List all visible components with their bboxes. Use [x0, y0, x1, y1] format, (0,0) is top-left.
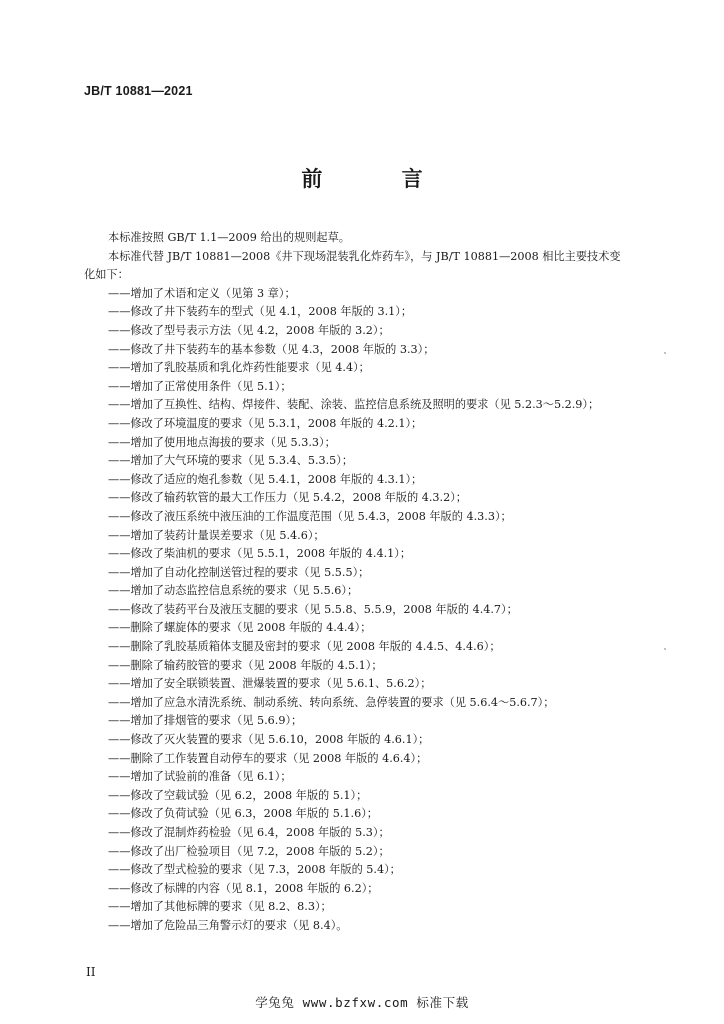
- change-item: ——修改了灭火装置的要求（见 5.6.10，2008 年版的 4.6.1）；: [108, 733, 430, 747]
- change-item: ——增加了互换性、结构、焊接件、装配、涂装、监控信息系统及照明的要求（见 5.2.3～5.2.9）；: [108, 398, 600, 412]
- change-item: ——修改了标牌的内容（见 8.1，2008 年版的 6.2）；: [108, 881, 379, 895]
- foreword-content: [84, 229, 668, 936]
- change-item: ——增加了排烟管的要求（见 5.6.9）；: [108, 714, 303, 728]
- change-item: ——增加了自动化控制送管过程的要求（见 5.5.5）；: [108, 565, 370, 579]
- page-title: 前 言: [301, 167, 459, 191]
- intro-line-2b: 化如下：: [84, 268, 129, 282]
- change-item: ——修改了环境温度的要求（见 5.3.1，2008 年版的 4.2.1）；: [108, 416, 423, 430]
- change-item: ——增加了术语和定义（见第 3 章）；: [108, 286, 296, 300]
- scan-speck: [664, 352, 666, 354]
- scan-speck: [664, 648, 666, 650]
- change-item: ——修改了空载试验（见 6.2，2008 年版的 5.1）；: [108, 788, 368, 802]
- page-number: II: [86, 965, 96, 979]
- change-item: ——修改了适应的炮孔参数（见 5.4.1，2008 年版的 4.3.1）；: [108, 472, 423, 486]
- change-item: ——删除了输药胶管的要求（见 2008 年版的 4.5.1）；: [108, 658, 383, 672]
- change-item: ——增加了动态监控信息系统的要求（见 5.5.6）；: [108, 584, 359, 598]
- change-item: ——修改了型式检验的要求（见 7.3，2008 年版的 5.4）；: [108, 863, 401, 877]
- change-item: ——增加了试验前的准备（见 6.1）；: [108, 770, 292, 784]
- footer-watermark: 学兔兔 www.bzfxw.com 标准下载: [255, 995, 469, 1010]
- change-item: ——增加了正常使用条件（见 5.1）；: [108, 379, 292, 393]
- change-item: ——增加了危险品三角警示灯的要求（见 8.4）。: [108, 918, 348, 932]
- change-item: ——增加了应急水清洗系统、制动系统、转向系统、急停装置的要求（见 5.6.4～5.6.7）；: [108, 695, 555, 709]
- change-item: ——删除了工作装置自动停车的要求（见 2008 年版的 4.6.4）；: [108, 751, 428, 765]
- intro-line-1: 本标准按照 GB/T 1.1—2009 给出的规则起草。: [108, 231, 350, 244]
- change-item: ——修改了负荷试验（见 6.3，2008 年版的 5.1.6）；: [108, 807, 378, 821]
- change-item: ——增加了装药计量误差要求（见 5.4.6）；: [108, 528, 325, 542]
- change-item: ——修改了液压系统中液压油的工作温度范围（见 5.4.3，2008 年版的 4.3.3）；: [108, 509, 512, 523]
- change-list: [108, 285, 668, 936]
- change-item: ——修改了装药平台及液压支腿的要求（见 5.5.8、5.5.9，2008 年版的 4.4.7）；: [108, 602, 518, 616]
- change-item: ——增加了大气环境的要求（见 5.3.4、5.3.5）；: [108, 454, 354, 468]
- change-item: ——修改了输药软管的最大工作压力（见 5.4.2，2008 年版的 4.3.2）；: [108, 491, 467, 505]
- change-item: ——增加了乳胶基质和乳化炸药性能要求（见 4.4）；: [108, 361, 370, 375]
- standard-code: JB/T 10881—2021: [84, 84, 193, 98]
- change-item: ——增加了其他标牌的要求（见 8.2、8.3）；: [108, 900, 332, 914]
- intro-line-2: [84, 248, 668, 285]
- change-item: ——修改了混制炸药检验（见 6.4，2008 年版的 5.3）；: [108, 826, 390, 839]
- change-item: ——修改了井下装药车的基本参数（见 4.3，2008 年版的 3.3）；: [108, 342, 435, 356]
- change-item: ——增加了使用地点海拔的要求（见 5.3.3）；: [108, 435, 336, 449]
- change-item: ——删除了螺旋体的要求（见 2008 年版的 4.4.4）；: [108, 621, 372, 635]
- change-item: ——修改了出厂检验项目（见 7.2，2008 年版的 5.2）；: [108, 844, 390, 858]
- change-item: ——修改了井下装药车的型式（见 4.1，2008 年版的 3.1）；: [108, 305, 413, 319]
- intro-line-2a: 本标准代替 JB/T 10881—2008《井下现场混装乳化炸药车》，与 JB/T 10881—2008 相比主要技术变: [108, 249, 621, 263]
- change-item: ——修改了型号表示方法（见 4.2，2008 年版的 3.2）；: [108, 323, 390, 337]
- change-item: ——修改了柴油机的要求（见 5.5.1，2008 年版的 4.4.1）；: [108, 547, 412, 561]
- change-item: ——删除了乳胶基质箱体支腿及密封的要求（见 2008 年版的 4.4.5、4.4.6）；: [108, 640, 501, 654]
- change-item: ——增加了安全联锁装置、泄爆装置的要求（见 5.6.1、5.6.2）；: [108, 677, 432, 691]
